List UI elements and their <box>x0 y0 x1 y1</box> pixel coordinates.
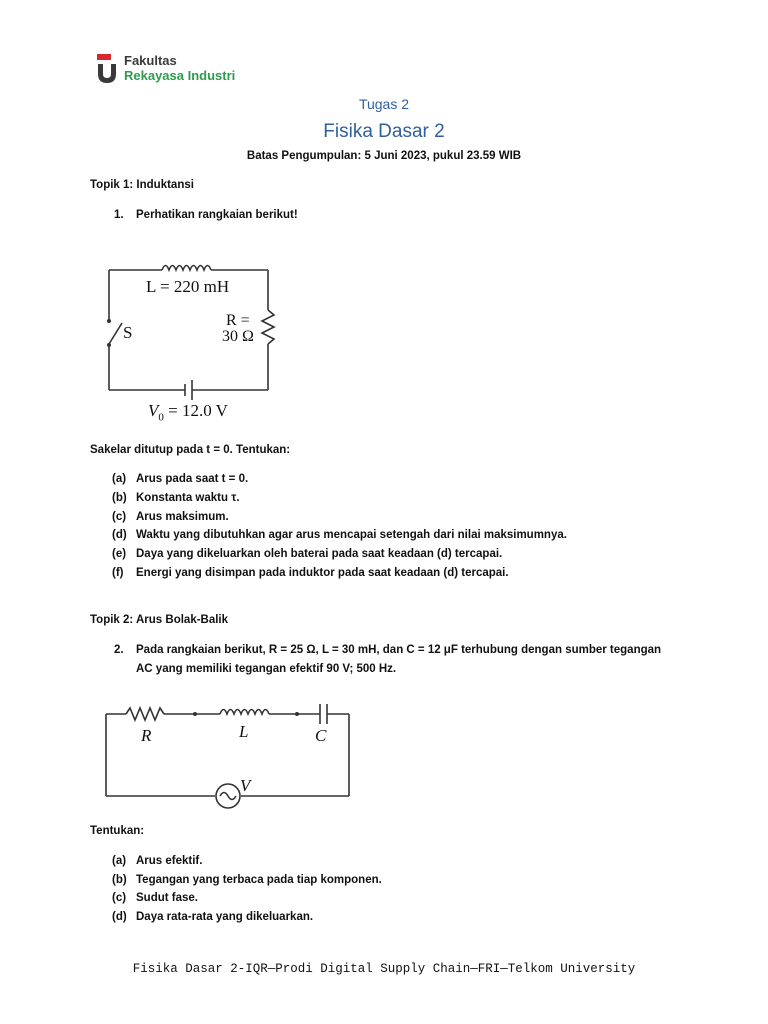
list-item-label: (d) <box>112 911 127 923</box>
rlc-resistor-label: R <box>141 726 152 745</box>
inductor-symbol <box>220 710 269 715</box>
question2-text-line2: AC yang memiliki tegangan efektif 90 V; 500 Hz. <box>136 663 397 675</box>
list-item-label: (b) <box>112 492 127 504</box>
list-item-label: (a) <box>112 855 127 867</box>
rlc-circuit-diagram <box>100 698 360 810</box>
list-item-label: (a) <box>112 473 127 485</box>
page-title: Fisika Dasar 2 <box>323 121 445 142</box>
list-item: Arus efektif. <box>136 855 203 867</box>
list-item: Sudut fase. <box>136 892 198 904</box>
resistor-label-line2: 30 Ω <box>222 328 254 345</box>
rlc-source-label: V <box>240 776 251 795</box>
university-logo-icon <box>96 52 122 86</box>
question1-number: 1. <box>114 209 124 221</box>
resistor-symbol <box>126 708 164 720</box>
resistor-symbol <box>262 310 274 344</box>
deadline-text: Batas Pengumpulan: 5 Juni 2023, pukul 23.59 WIB <box>246 150 522 162</box>
list-item: Arus pada saat t = 0. <box>136 473 249 485</box>
list-item-label: (c) <box>112 892 127 904</box>
list-item-label: (e) <box>112 548 127 560</box>
list-item-label: (d) <box>112 529 127 541</box>
topic1-intro: Sakelar ditutup pada t = 0. Tentukan: <box>90 444 291 456</box>
list-item: Arus maksimum. <box>136 511 229 523</box>
list-item-label: (c) <box>112 511 127 523</box>
list-item: Daya rata-rata yang dikeluarkan. <box>136 911 314 923</box>
inductor-symbol <box>162 266 211 271</box>
question1-text: Perhatikan rangkaian berikut! <box>136 209 298 221</box>
rlc-capacitor-label: C <box>315 726 327 745</box>
question2-number: 2. <box>114 644 124 656</box>
list-item: Waktu yang dibutuhkan agar arus mencapai setengah dari nilai maksimumnya. <box>136 529 567 541</box>
list-item: Daya yang dikeluarkan oleh baterai pada saat keadaan (d) tercapai. <box>136 548 503 560</box>
switch-label: S <box>123 323 133 342</box>
list-item: Konstanta waktu τ. <box>136 492 240 504</box>
list-item-label: (b) <box>112 874 127 886</box>
inductor-label: L = 220 mH <box>146 277 230 296</box>
topic2-intro: Tentukan: <box>90 825 145 837</box>
logo-faculty-name: Rekayasa Industri <box>124 68 236 83</box>
list-item: Tegangan yang terbaca pada tiap komponen. <box>136 874 382 886</box>
switch-symbol <box>109 323 122 344</box>
question2-text-line1: Pada rangkaian berikut, R = 25 Ω, L = 30 mH, dan C = 12 μF terhubung dengan sumber tegangan <box>136 644 662 656</box>
resistor-label-line1: R = <box>226 312 250 329</box>
list-item: Energi yang disimpan pada induktor pada saat keadaan (d) tercapai. <box>136 567 509 579</box>
topic1-heading: Topik 1: Induktansi <box>90 179 194 191</box>
assignment-subtitle: Tugas 2 <box>358 96 410 112</box>
logo-faculty-text: Fakultas <box>124 53 177 68</box>
page-footer: Fisika Dasar 2-IQR—Prodi Digital Supply Chain—FRI—Telkom University <box>132 962 636 976</box>
list-item-label: (f) <box>112 567 124 579</box>
topic2-heading: Topik 2: Arus Bolak-Balik <box>90 614 229 626</box>
rlc-inductor-label: L <box>239 722 249 741</box>
voltage-label: $V_0 = 12.0$ V <box>148 401 228 424</box>
